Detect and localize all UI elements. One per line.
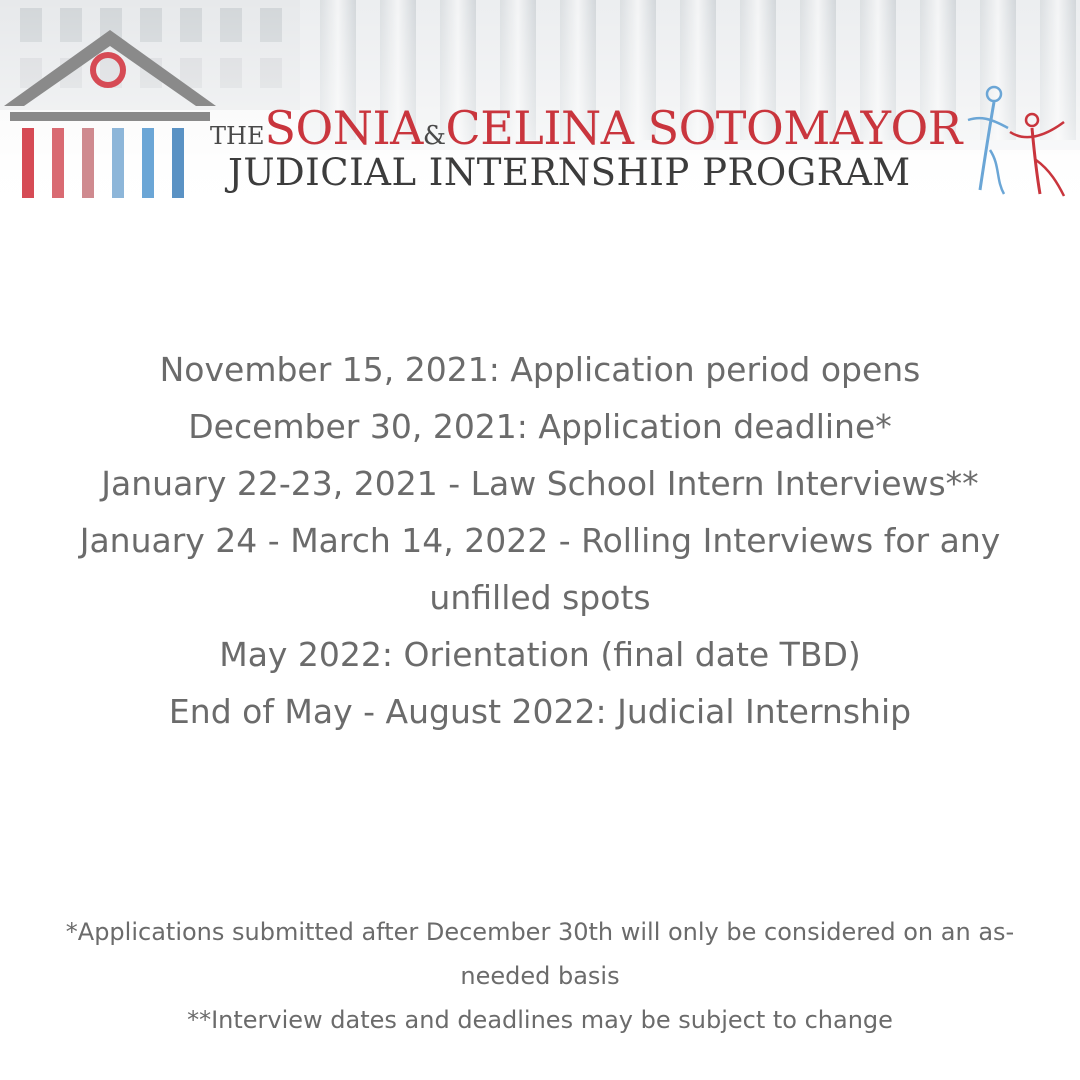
wordmark-ampersand: &	[422, 121, 446, 151]
courthouse-columns-icon	[0, 22, 220, 202]
schedule-list	[20, 341, 1060, 740]
wordmark-sonia: SONIA	[264, 101, 423, 155]
dancing-figures-icon	[960, 80, 1070, 200]
schedule-item: December 30, 2021: Application deadline*	[188, 407, 892, 446]
footnote-applications: *Applications submitted after December 30th will only be considered on an as-needed basis	[65, 918, 1015, 990]
footnotes	[40, 910, 1040, 1042]
footnote-interviews: **Interview dates and deadlines may be subject to change	[187, 1006, 893, 1034]
schedule-item: May 2022: Orientation (final date TBD)	[219, 635, 861, 674]
schedule-item: November 15, 2021: Application period opens	[159, 350, 921, 389]
schedule-item: End of May - August 2022: Judicial Internship	[168, 692, 912, 731]
program-subtitle: JUDICIAL INTERNSHIP PROGRAM	[228, 151, 911, 194]
header-banner	[0, 0, 1080, 215]
schedule-item: January 24 - March 14, 2022 - Rolling Interviews for any unfilled spots	[79, 521, 1001, 617]
wordmark-the: THE	[210, 122, 265, 150]
wordmark-celina-sotomayor: CELINA SOTOMAYOR	[445, 101, 962, 155]
program-wordmark	[210, 100, 990, 200]
schedule-item: January 22-23, 2021 - Law School Intern Interviews**	[101, 464, 979, 503]
